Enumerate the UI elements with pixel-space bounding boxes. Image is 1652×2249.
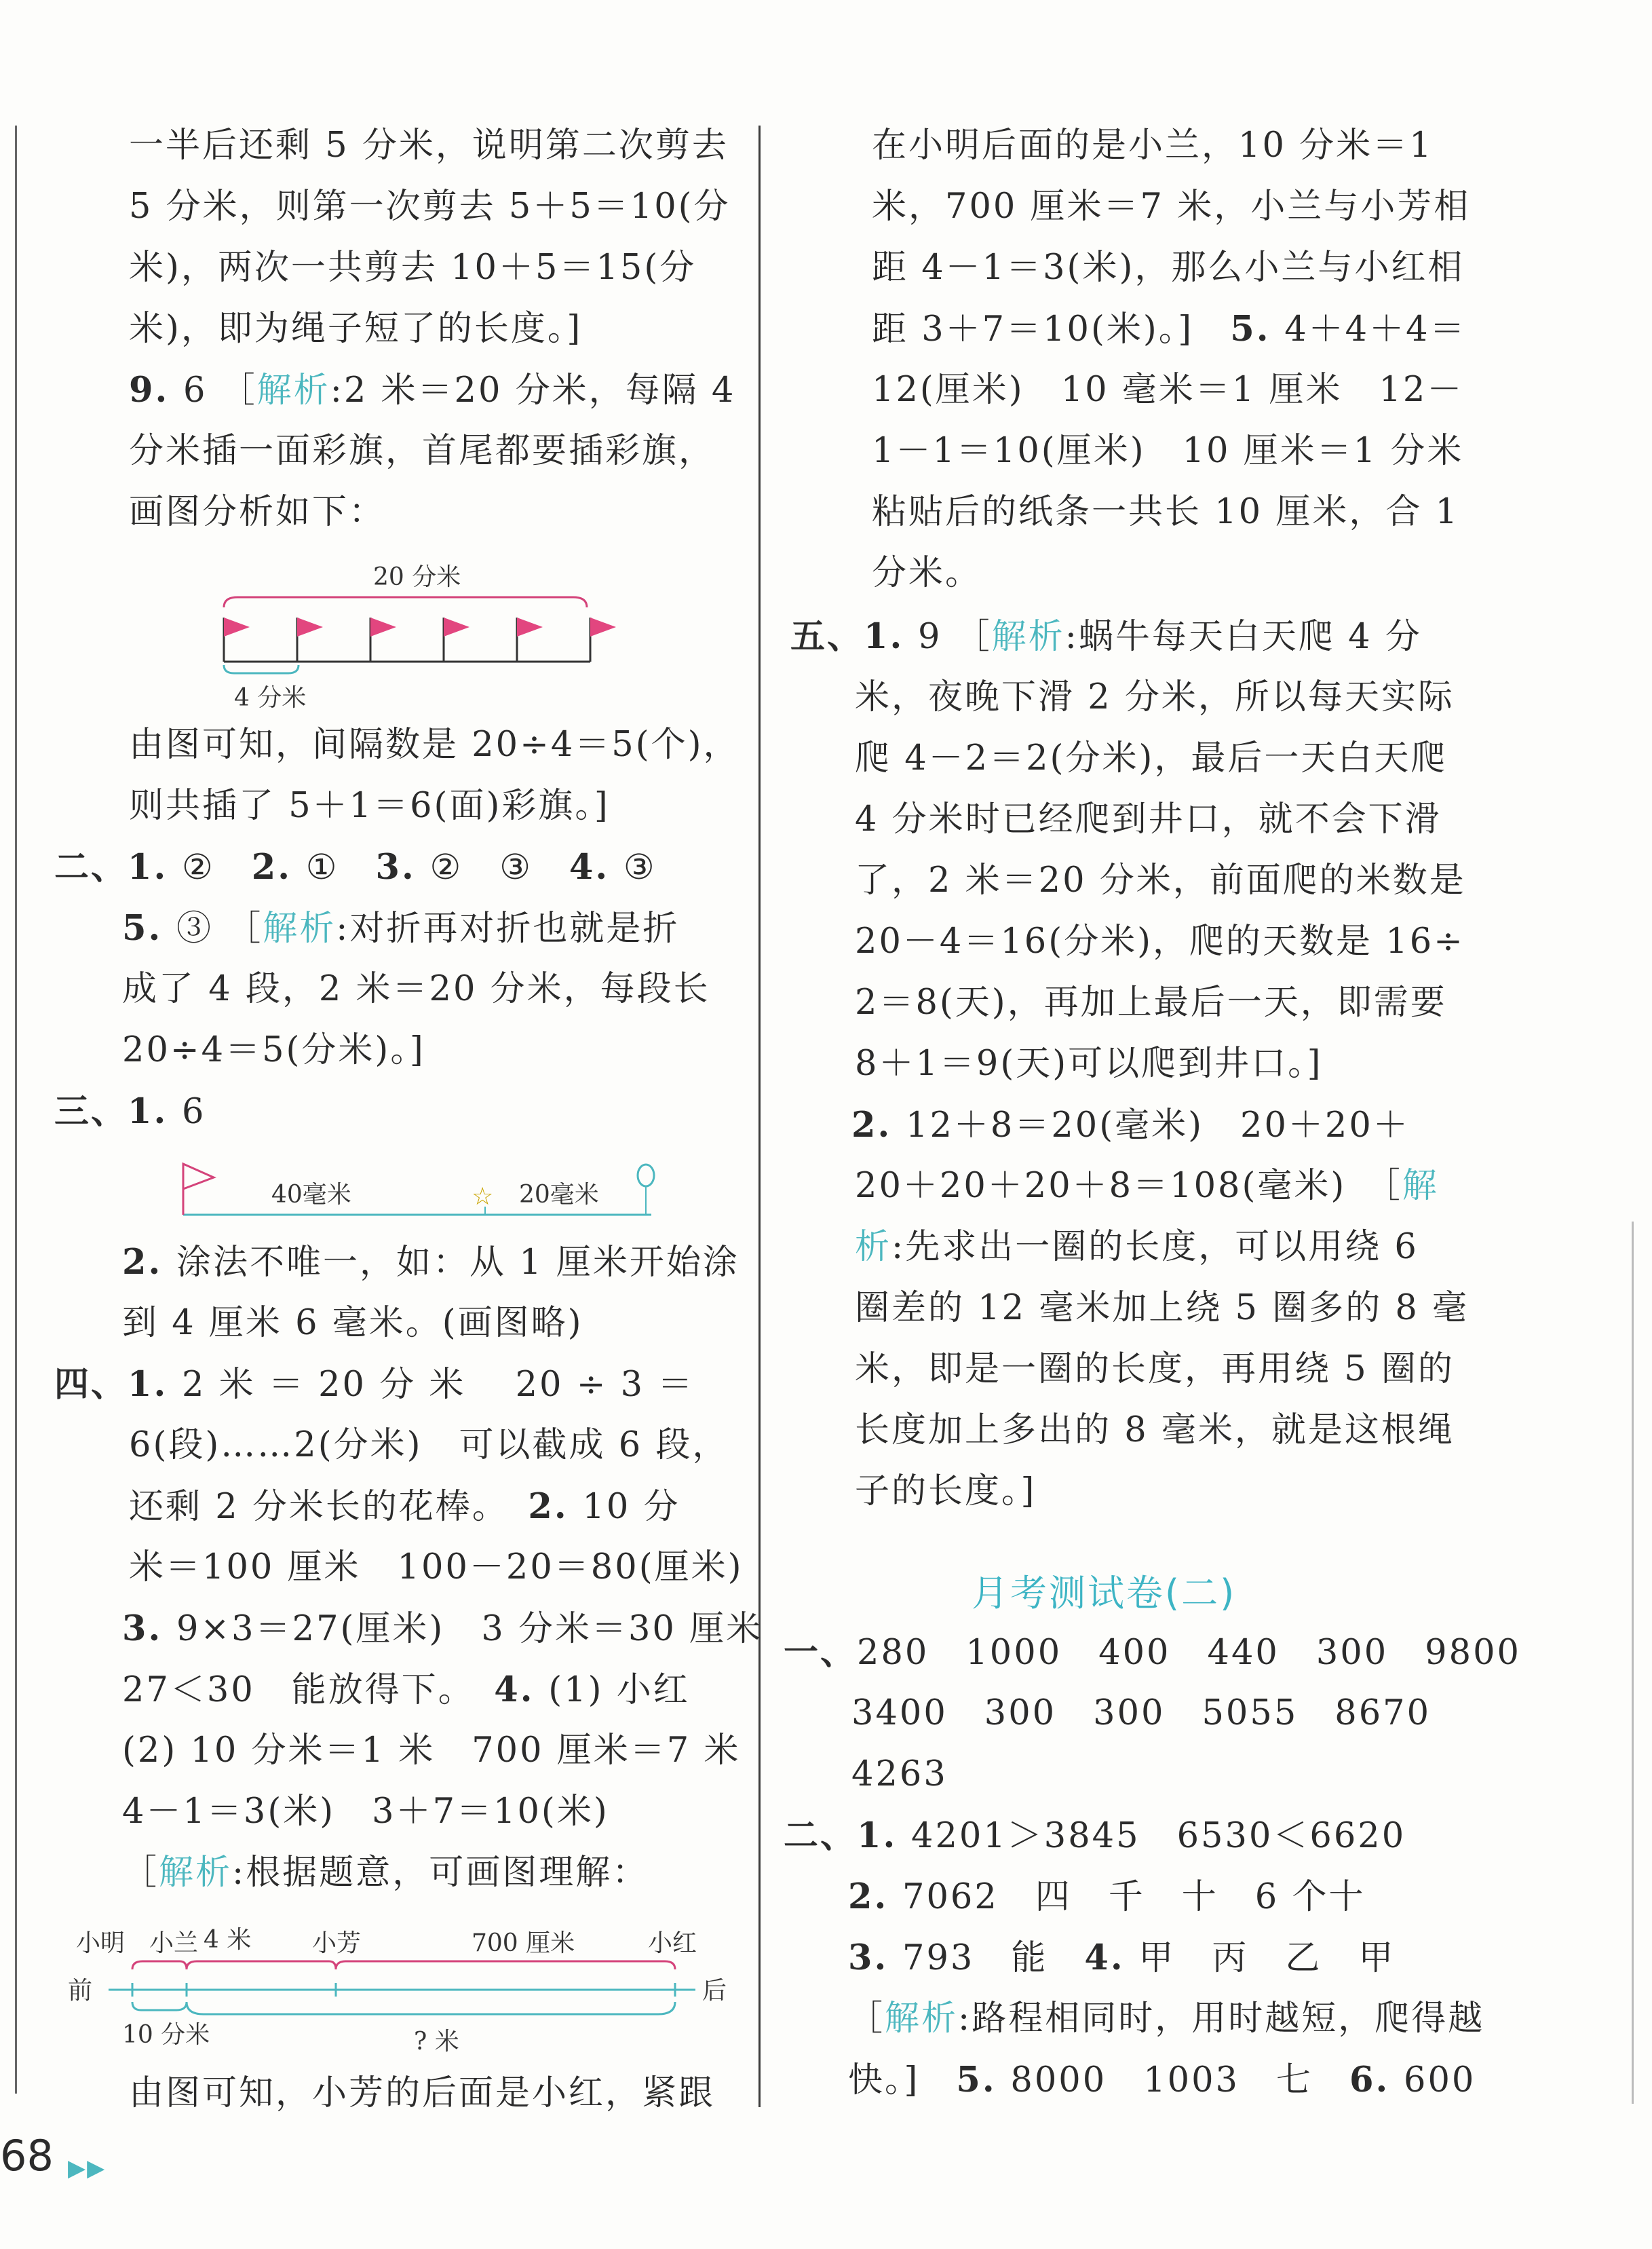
question-number: 4.	[569, 847, 623, 888]
answer-text: 成了 4 段，2 米＝20 分米，每段长	[122, 969, 710, 1009]
text-line	[855, 983, 1447, 1023]
answer-text: 由图可知，小芳的后面是小红，紧跟	[129, 2073, 716, 2113]
page-number: 68	[0, 2131, 54, 2180]
page-arrows-icon: ▶▶	[68, 2155, 107, 2182]
text-line	[872, 370, 1463, 411]
text-line	[129, 248, 696, 288]
text-line	[129, 786, 610, 827]
answer-text: 6 ［	[183, 371, 257, 411]
analysis-tag: 解析	[991, 617, 1065, 657]
scan-edge	[1632, 1222, 1634, 2104]
text-line	[129, 725, 740, 766]
text-line	[855, 677, 1455, 718]
flag-icon	[444, 618, 469, 637]
question-number: 三、1.	[54, 1091, 182, 1132]
text-line	[54, 1091, 206, 1133]
text-line	[848, 1876, 1365, 1918]
answer-text: :蜗牛每天白天爬 4 分	[1064, 617, 1422, 657]
answer-text: 则共插了 5＋1＝6(面)彩旗。]	[129, 786, 610, 826]
analysis-tag: 解析	[885, 1999, 959, 2039]
total-brace	[224, 597, 587, 607]
text-line	[129, 370, 735, 411]
brace-unknown	[187, 2002, 675, 2014]
text-line	[872, 492, 1459, 533]
text-line	[784, 1632, 1521, 1674]
text-line	[848, 1999, 1484, 2039]
answer-text: 9 ［	[918, 617, 992, 657]
text-line	[855, 738, 1447, 779]
answer-text: 米)，即为绳子短了的长度。]	[129, 309, 583, 349]
text-line	[129, 2073, 715, 2114]
brace-700cm	[336, 1961, 675, 1969]
question-number: 3.	[375, 847, 430, 888]
answer-text: 到 4 厘米 6 毫米。(画图略)	[122, 1303, 583, 1343]
answer-text: ①	[305, 848, 376, 888]
section-heading: 月考测试卷(二)	[972, 1572, 1237, 1614]
answer-text: ［	[848, 1999, 885, 2039]
answer-text: 由图可知，间隔数是 20÷4＝5(个)，	[129, 725, 740, 765]
answer-text: ② ③	[429, 848, 569, 888]
answer-text: 8000 1003 七	[1010, 2060, 1349, 2100]
text-line	[122, 969, 710, 1010]
answer-text: ③ ［	[176, 909, 263, 949]
answer-text: 27＜30 能放得下。	[122, 1670, 495, 1710]
text-line	[129, 309, 582, 349]
analysis-tag: 解	[1402, 1166, 1439, 1206]
text-line	[122, 908, 679, 949]
text-line	[790, 616, 1422, 658]
question-number: 4.	[1084, 1938, 1139, 1978]
answer-text: 20－4＝16(分米)，爬的天数是 16÷	[855, 922, 1465, 962]
question-number: 5.	[1230, 309, 1285, 349]
text-line	[848, 1938, 1395, 1979]
text-line	[855, 1349, 1455, 1390]
answer-text: 爬 4－2＝2(分米)，最后一天白天爬	[855, 738, 1448, 778]
text-line	[851, 1693, 1431, 1734]
brace-xiaofang	[187, 1961, 336, 1969]
analysis-tag: 解析	[263, 909, 337, 949]
answer-text: ②	[182, 848, 252, 888]
answer-text: 分米插一面彩旗，首尾都要插彩旗，	[129, 431, 716, 471]
answer-text: 793 能	[902, 1938, 1085, 1978]
flag-icon	[590, 618, 616, 637]
text-line	[129, 1547, 743, 1588]
flag-icon	[370, 618, 396, 637]
analysis-tag: 析	[855, 1227, 892, 1267]
position-diagram	[68, 1907, 746, 2063]
analysis-tag: 解析	[256, 371, 330, 411]
text-line	[54, 1364, 694, 1405]
answer-text: 米＝100 厘米 100－20＝80(厘米)	[129, 1547, 744, 1587]
answer-text: 在小明后面的是小兰，10 分米＝1	[872, 126, 1434, 166]
flag-icon	[183, 1164, 214, 1189]
text-line	[129, 492, 385, 533]
label-700cm: 700 厘米	[472, 1929, 575, 1957]
answer-text: 距 4－1＝3(米)，那么小兰与小红相	[872, 248, 1465, 288]
text-line	[122, 1669, 690, 1711]
label-10dm: 10 分米	[122, 2021, 210, 2049]
question-number: 9.	[129, 370, 183, 411]
answer-text: 600	[1404, 2060, 1476, 2100]
answer-text: 甲 丙 乙 甲	[1138, 1938, 1396, 1978]
answer-text: 画图分析如下：	[129, 492, 386, 532]
answer-text: 快。]	[848, 2060, 957, 2100]
answer-text: :先求出一圈的长度，可以用绕 6	[891, 1227, 1419, 1267]
answer-text: 280 1000 400 440 300 9800	[857, 1633, 1521, 1673]
answer-text: 了，2 米＝20 分米，前面爬的米数是	[855, 861, 1466, 901]
answer-text: :2 米＝20 分米，每隔 4	[330, 371, 736, 411]
text-line	[122, 1731, 740, 1771]
text-line	[872, 553, 982, 594]
text-line	[855, 1471, 1036, 1512]
flag-icon	[297, 618, 323, 637]
answer-text: 6(段)……2(分米) 可以截成 6 段，	[129, 1425, 729, 1465]
text-line	[129, 126, 729, 166]
answer-text: 一半后还剩 5 分米，说明第二次剪去	[129, 126, 729, 166]
answer-text: 距 3＋7＝10(米)。]	[872, 309, 1231, 349]
label-xiaolan: 小兰	[149, 1929, 199, 1957]
answer-text: 20＋20＋20＋8＝108(毫米) ［	[855, 1166, 1402, 1206]
answer-text: 1－1＝10(厘米) 10 厘米＝1 分米	[872, 431, 1464, 471]
flag-icon	[517, 618, 543, 637]
text-line	[129, 1425, 729, 1466]
flag-icon	[224, 618, 250, 637]
text-line	[872, 126, 1434, 166]
interval-brace	[224, 665, 299, 673]
text-line	[851, 1754, 948, 1795]
answer-text: :路程相同时，用时越短，爬得越	[958, 1999, 1485, 2039]
text-line	[122, 1792, 609, 1832]
answer-text: 4＋4＋4＝	[1284, 309, 1467, 349]
flag-diagram	[204, 543, 638, 719]
answer-text: 5 分米，则第一次剪去 5＋5＝10(分	[129, 187, 731, 227]
label-xiaoming: 小明	[76, 1929, 126, 1957]
text-line	[872, 309, 1467, 350]
answer-text: 12(厘米) 10 毫米＝1 厘米 12－	[872, 370, 1464, 410]
answer-text: :对折再对折也就是折	[336, 909, 680, 949]
answer-text: 10 分	[582, 1487, 680, 1527]
question-number: 5.	[122, 908, 176, 949]
answer-text: 7062 四 千 十 6 个十	[902, 1877, 1366, 1917]
answer-text: 6	[182, 1092, 206, 1132]
flag-diagram-interval-label: 4 分米	[234, 684, 307, 712]
text-line	[872, 431, 1463, 472]
flags-group	[224, 618, 616, 662]
answer-text: 4 分米时已经爬到井口，就不会下滑	[855, 799, 1442, 839]
text-line	[784, 1815, 1406, 1857]
brace-10dm	[132, 2002, 187, 2010]
label-xiaofang: 小芳	[312, 1929, 362, 1957]
answer-text: (2) 10 分米＝1 米 700 厘米＝7 米	[122, 1731, 741, 1771]
answer-text: 8＋1＝9(天)可以爬到井口。]	[855, 1044, 1323, 1084]
answer-text: 长度加上多出的 8 毫米，就是这根绳	[855, 1410, 1455, 1450]
label-4m: 4 米	[204, 1926, 252, 1954]
answer-text: :根据题意，可画图理解：	[232, 1853, 649, 1893]
answer-text: 2 米 ＝ 20 分 米 20 ÷ 3 ＝	[182, 1365, 695, 1405]
star-icon: ☆	[472, 1183, 494, 1211]
text-line	[129, 1486, 680, 1528]
answer-text: 米，夜晚下滑 2 分米，所以每天实际	[855, 677, 1455, 717]
text-line	[855, 1288, 1469, 1329]
text-line	[54, 847, 657, 888]
question-number: 2.	[528, 1486, 583, 1527]
text-line	[872, 248, 1464, 288]
answer-text: 米，700 厘米＝7 米，小兰与小芳相	[872, 187, 1471, 227]
left-margin-bar	[15, 126, 17, 2094]
question-number: 3.	[122, 1608, 176, 1649]
question-number: 4.	[494, 1669, 549, 1710]
text-line	[855, 799, 1442, 840]
question-number: 5.	[956, 2060, 1011, 2100]
answer-text: 2＝8(天)，再加上最后一天，即需要	[855, 983, 1447, 1023]
answer-text: 分米。	[872, 553, 982, 593]
question-number: 2.	[848, 1876, 902, 1917]
text-line	[122, 1303, 583, 1344]
ruler-left-label: 40毫米	[271, 1181, 351, 1209]
text-line	[855, 1227, 1419, 1268]
question-number: 四、1.	[54, 1364, 182, 1405]
question-number: 6.	[1349, 2060, 1404, 2100]
column-divider	[758, 126, 761, 2107]
balloon-icon	[638, 1165, 654, 1186]
flag-diagram-total-label: 20 分米	[373, 563, 461, 591]
label-xiaohong: 小红	[648, 1929, 697, 1957]
question-number: 二、1.	[784, 1815, 911, 1856]
answer-text: 9×3＝27(厘米) 3 分米＝30 厘米	[176, 1609, 763, 1649]
question-number: 二、1.	[54, 847, 182, 888]
answer-text: 米，即是一圈的长度，再用绕 5 圈的	[855, 1349, 1455, 1389]
answer-text: ③	[623, 848, 657, 888]
answer-text: 子的长度。]	[855, 1471, 1037, 1511]
question-number: 五、1.	[790, 616, 918, 657]
label-back: 后	[702, 1977, 727, 2005]
answer-text: ［	[122, 1853, 159, 1893]
text-line	[122, 1608, 763, 1650]
question-number: 一、	[784, 1632, 858, 1673]
question-number: 2.	[851, 1105, 906, 1146]
text-line	[129, 187, 731, 227]
text-line	[122, 1853, 649, 1893]
answer-text: 还剩 2 分米长的花棒。	[129, 1487, 529, 1527]
text-line	[129, 431, 715, 472]
question-number: 2.	[251, 847, 306, 888]
answer-text: 4263	[851, 1754, 948, 1794]
text-line	[122, 1242, 739, 1283]
answer-text: 米)，两次一共剪去 10＋5＝15(分	[129, 248, 697, 288]
text-line	[855, 1166, 1439, 1207]
text-line	[851, 1105, 1410, 1146]
answer-text: 圈差的 12 毫米加上绕 5 圈多的 8 毫	[855, 1288, 1469, 1328]
answer-text: 12＋8＝20(毫米) 20＋20＋	[906, 1105, 1410, 1146]
ruler-diagram	[163, 1147, 678, 1228]
analysis-tag: 解析	[159, 1853, 233, 1893]
answer-text: 4－1＝3(米) 3＋7＝10(米)	[122, 1792, 609, 1832]
label-front: 前	[68, 1977, 93, 2005]
text-line	[855, 861, 1466, 901]
answer-text: 3400 300 300 5055 8670	[851, 1693, 1432, 1733]
answer-text: 4201＞3845 6530＜6620	[911, 1816, 1406, 1856]
brace-4m	[132, 1961, 187, 1969]
answer-text: (1) 小红	[548, 1670, 690, 1710]
answer-text: 20÷4＝5(分米)。]	[122, 1030, 425, 1070]
question-number: 3.	[848, 1938, 902, 1978]
answer-text: 涂法不唯一，如：从 1 厘米开始涂	[176, 1243, 739, 1283]
question-number: 2.	[122, 1242, 176, 1283]
text-line	[872, 187, 1470, 227]
ruler-right-label: 20毫米	[519, 1181, 599, 1209]
answer-text: 粘贴后的纸条一共长 10 厘米，合 1	[872, 492, 1459, 532]
text-line	[122, 1030, 425, 1071]
label-unknown: ? 米	[414, 2028, 459, 2056]
text-line	[855, 1410, 1455, 1451]
text-line	[848, 2060, 1476, 2101]
text-line	[855, 1044, 1323, 1084]
text-line	[855, 922, 1465, 962]
